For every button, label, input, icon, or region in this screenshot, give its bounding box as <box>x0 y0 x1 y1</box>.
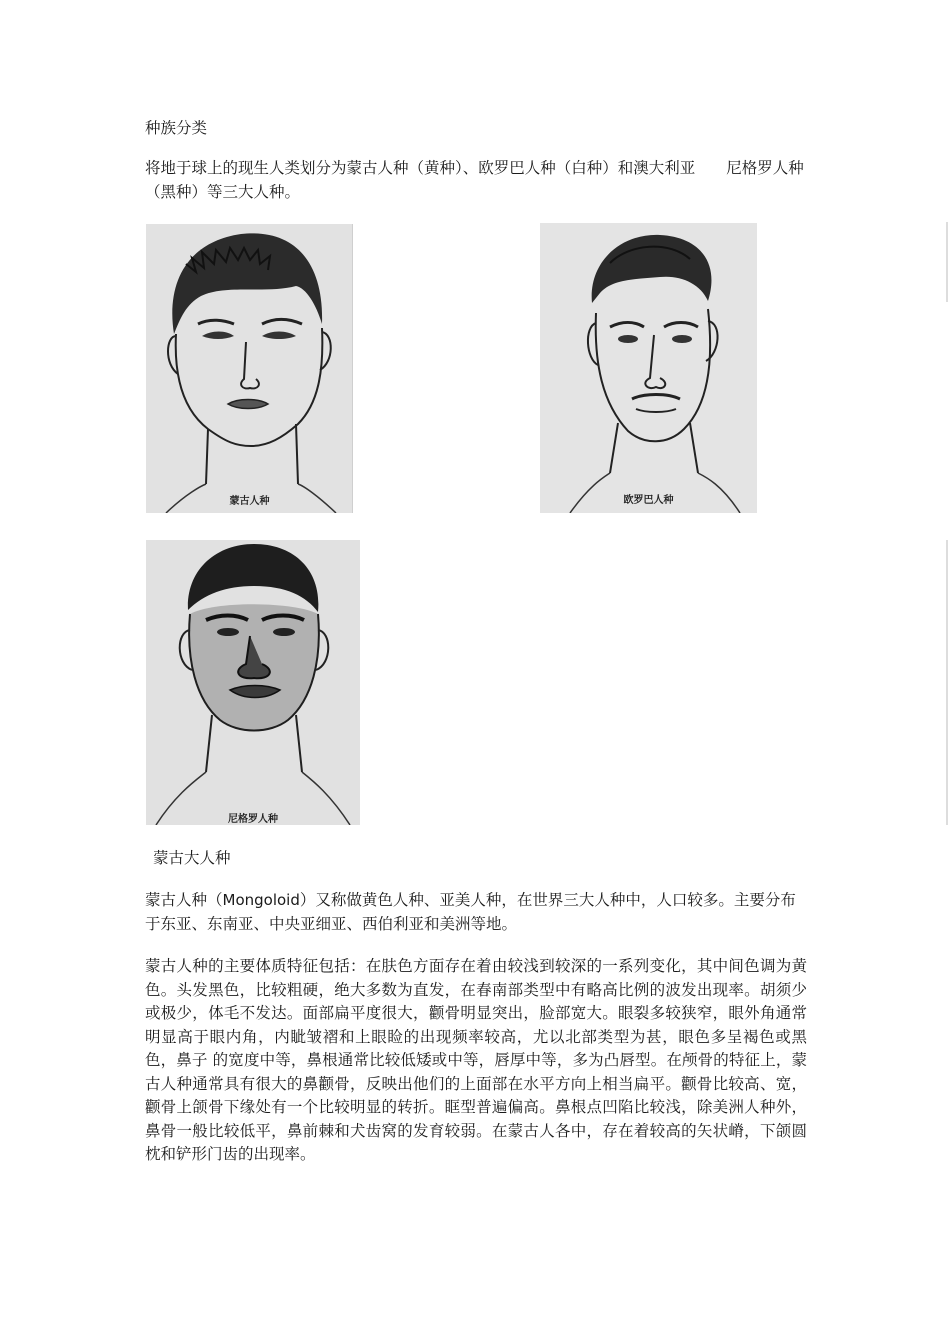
definition-prefix: 蒙古人种（ <box>145 891 223 909</box>
definition-suffix: ）又称做黄色人种、亚美人种，在世界三大人种中，人口较多。主要分布于东亚、东南亚、中央亚细亚、西伯利亚和美洲等地。 <box>145 891 796 933</box>
figure-caption: 尼格罗人种 <box>228 814 278 825</box>
negroid-face-sketch-icon <box>146 540 360 825</box>
figure-negroid <box>146 540 360 825</box>
subsection-title: 蒙古大人种 <box>153 849 231 867</box>
figure-caption: 蒙古人种 <box>229 496 270 507</box>
europoid-face-sketch-icon <box>540 223 757 513</box>
intro-paragraph: 将地于球上的现生人类划分为蒙古人种（黄种）、欧罗巴人种（白种）和澳大利亚 尼格罗人种（黑种）等三大人种。 <box>145 159 804 201</box>
mongoloid-face-sketch-icon <box>146 224 353 513</box>
mongoloid-definition-paragraph <box>145 889 807 936</box>
page-edge-mark <box>946 540 948 825</box>
figure-edge <box>352 224 353 513</box>
figure-europoid <box>540 223 757 513</box>
section-title: 种族分类 <box>145 119 208 137</box>
figure-mongoloid <box>146 224 353 513</box>
page-edge-mark <box>946 222 948 302</box>
mongoloid-traits-paragraph: 蒙古人种的主要体质特征包括：在肤色方面存在着由较浅到较深的一系列变化，其中间色调为黄色。头发黑色，比较粗硬，绝大多数为直发，在春南部类型中有略高比例的波发出现率。胡须少或极少，体毛不发达。面部扁平度很大，颧骨明显突出，脸部宽大。眼裂多较狭窄，眼外角通常明显高于眼内角，内眦皱褶和上眼睑的出现频率较高，尤以北部类型为甚，眼色多呈褐色或黑色，鼻子 的宽度中等，鼻根通常比较低矮或中等，唇厚中等，多为凸唇型。在颅骨的特征上，蒙古人种通常具有很大的鼻颧骨，反映出他们的上面部在水平方向上相当扁平。颧骨比较高、宽，颧骨上颌骨下缘处有一个比较明显的转折。眶型普遍偏高。鼻根点凹陷比较浅，除美洲人种外，鼻骨一般比较低平，鼻前棘和犬齿窝的发育较弱。在蒙古人各中，存在着较高的矢状嵴，下颌圆枕和铲形门齿的出现率。 <box>145 957 807 1163</box>
figure-caption: 欧罗巴人种 <box>623 495 674 506</box>
latin-term: Mongoloid <box>222 891 300 909</box>
